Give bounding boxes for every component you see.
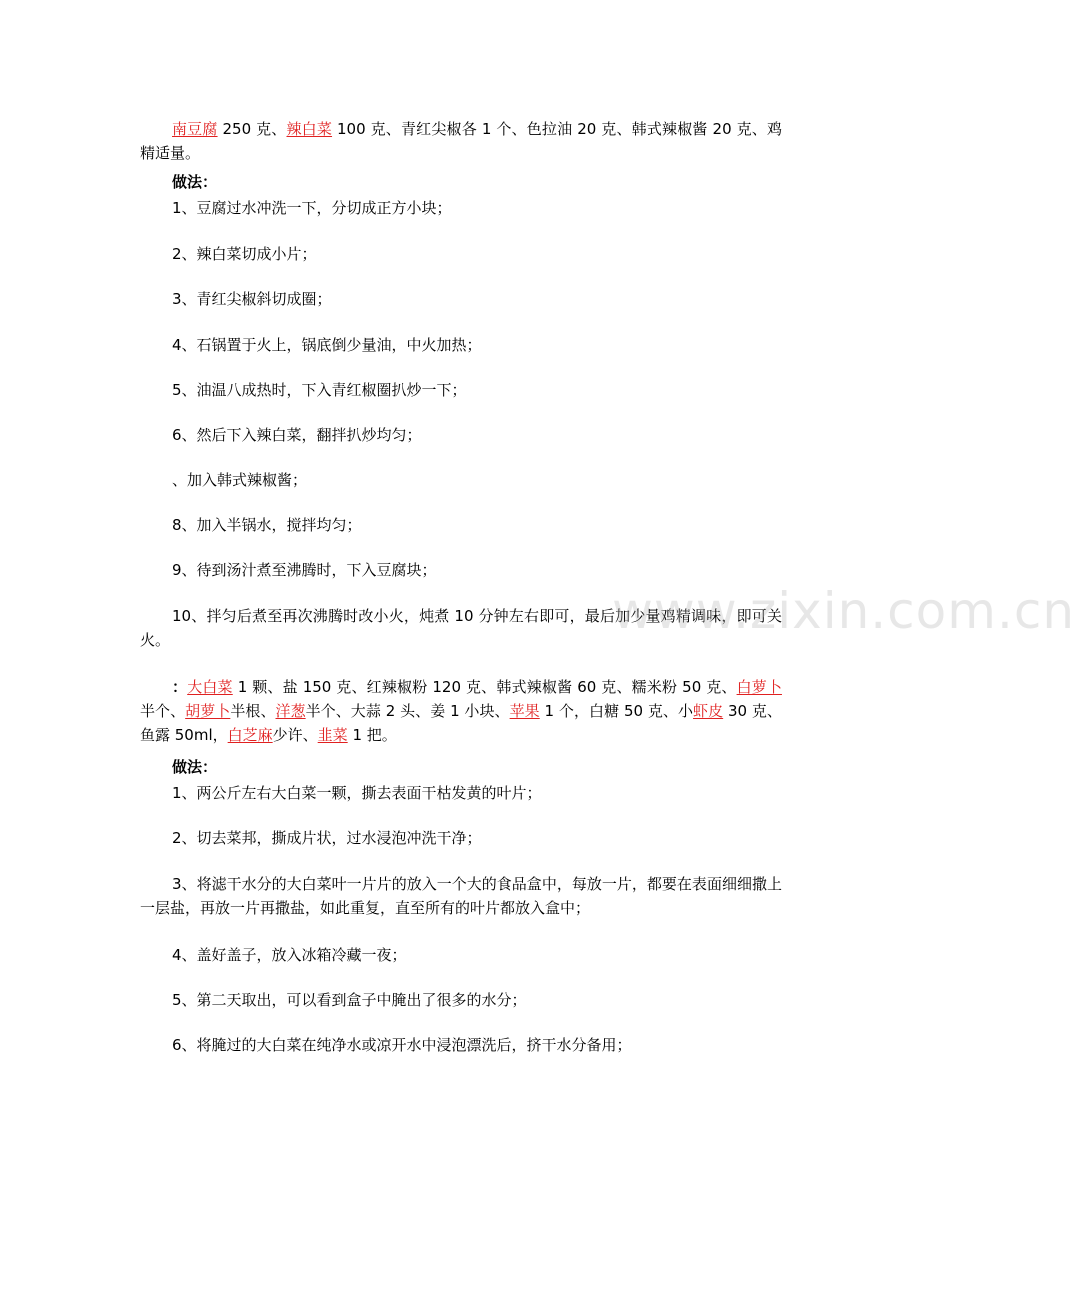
link-da-baicai[interactable]: 大白菜 [187, 678, 233, 696]
link-pingguo[interactable]: 苹果 [509, 702, 540, 720]
link-xiapi[interactable]: 虾皮 [693, 702, 724, 720]
ingredient-text: 少许、 [272, 726, 318, 744]
ingredient-text: 1 个，白糖 50 克、小 [539, 702, 694, 720]
ingredient-prefix: ： [172, 678, 188, 696]
recipe2-step-2: 2、切去菜邦，撕成片状，过水浸泡冲洗干净； [172, 829, 482, 847]
ingredient-text: 1 把。 [347, 726, 397, 744]
recipe1-step-4: 4、石锅置于火上，锅底倒少量油，中火加热； [172, 336, 482, 354]
ingredient-text: 半个、 [140, 702, 186, 720]
recipe1-step-8: 8、加入半锅水，搅拌均匀； [172, 516, 362, 534]
recipe1-step-5: 5、油温八成热时，下入青红椒圈扒炒一下； [172, 381, 467, 399]
recipe1-step-2: 2、辣白菜切成小片； [172, 245, 317, 263]
watermark: www.zixin.com.cn [612, 582, 1075, 640]
ingredient-text: 半根、 [230, 702, 276, 720]
ingredient-text: 30 克、鱼露 50ml， [140, 702, 782, 744]
recipe1-step-1: 1、豆腐过水冲洗一下，分切成正方小块； [172, 199, 452, 217]
recipe1-step-9: 9、待到汤汁煮至沸腾时，下入豆腐块； [172, 561, 437, 579]
recipe2-method-label: 做法： [172, 758, 218, 776]
recipe1-method-label: 做法： [172, 173, 218, 191]
recipe2-step-4: 4、盖好盖子，放入冰箱冷藏一夜； [172, 946, 407, 964]
ingredient-text: 100 克、青红尖椒各 1 个、色拉油 20 克、韩式辣椒酱 20 克、鸡精适量。 [140, 120, 782, 162]
ingredient-text: 250 克、 [217, 120, 287, 138]
recipe2-step-1: 1、两公斤左右大白菜一颗，撕去表面干枯发黄的叶片； [172, 784, 542, 802]
recipe2-step-5: 5、第二天取出，可以看到盒子中腌出了很多的水分； [172, 991, 527, 1009]
recipe1-step-10: 10、拌匀后煮至再次沸腾时改小火，炖煮 10 分钟左右即可，最后加少量鸡精调味，即可关火。 [140, 607, 782, 649]
recipe1-step-7: 、加入韩式辣椒酱； [172, 471, 308, 489]
recipe1-ingredients [140, 117, 782, 165]
link-nan-doufu[interactable]: 南豆腐 [172, 120, 218, 138]
ingredient-text: 1 颗、盐 150 克、红辣椒粉 120 克、韩式辣椒酱 60 克、糯米粉 50 克、 [232, 678, 737, 696]
link-yangcong[interactable]: 洋葱 [275, 702, 306, 720]
link-jiucai[interactable]: 韭菜 [317, 726, 348, 744]
recipe1-step-3: 3、青红尖椒斜切成圈； [172, 290, 332, 308]
recipe2-step-6: 6、将腌过的大白菜在纯净水或凉开水中浸泡漂洗后，挤干水分备用； [172, 1036, 632, 1054]
link-hu-luobo[interactable]: 胡萝卜 [185, 702, 231, 720]
link-bai-zhima[interactable]: 白芝麻 [227, 726, 273, 744]
recipe2-step-3: 3、将滤干水分的大白菜叶一片片的放入一个大的食品盒中，每放一片，都要在表面细细撒上一层盐，再放一片再撒盐，如此重复，直至所有的叶片都放入盒中； [140, 875, 782, 917]
recipe2-ingredients [140, 675, 782, 747]
link-bai-luobo[interactable]: 白萝卜 [736, 678, 782, 696]
ingredient-text: 半个、大蒜 2 头、姜 1 小块、 [305, 702, 510, 720]
link-la-baicai[interactable]: 辣白菜 [286, 120, 333, 138]
recipe1-step-6: 6、然后下入辣白菜，翻拌扒炒均匀； [172, 426, 422, 444]
